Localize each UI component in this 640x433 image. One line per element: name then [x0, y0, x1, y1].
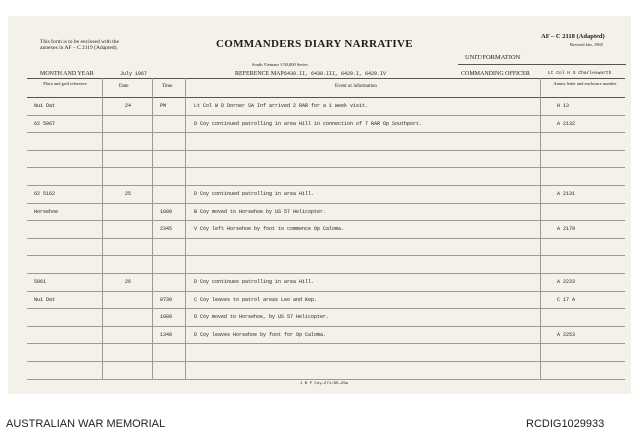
row-date: 24: [125, 103, 132, 109]
row-divider: [27, 185, 625, 186]
row-place: Nui Dat: [34, 103, 56, 109]
row-event: B Coy moved to Horsehoe by US 57 Helicopter.: [194, 208, 327, 215]
row-event: D Coy continues patrolling in area Hill.: [194, 279, 315, 285]
row-divider: [27, 220, 625, 221]
row-divider: [27, 326, 625, 327]
form-code: AF – C 2118 (Adapted): [541, 33, 605, 40]
unit-underline: [458, 64, 626, 65]
row-divider: [27, 203, 625, 204]
row-divider: [27, 291, 625, 292]
row-divider: [27, 343, 625, 344]
printer-line: 1 B P Coy—271/65—25m: [300, 382, 349, 386]
row-event: D Coy leaves Horsehoe by foot for Op Caloma.: [194, 331, 327, 338]
table-top-border: [27, 78, 625, 79]
map-series: South Vietnam 1:50,000 Series: [252, 62, 308, 67]
row-place: 62 5067: [34, 120, 56, 127]
row-place: 62 5162: [34, 191, 56, 197]
reference-map-label: REFERENCE MAP: [235, 71, 284, 77]
col-header-place: Place and grid reference: [43, 81, 87, 86]
col-sep-events: [540, 78, 541, 379]
row-divider: [27, 255, 625, 256]
enclosure-note-line1: This form is to be enclosed with the: [40, 39, 119, 45]
footer-left: AUSTRALIAN WAR MEMORIAL: [6, 418, 166, 430]
form-revised: Revised Jan, 1965: [570, 42, 603, 47]
diary-form-page: [8, 16, 631, 394]
row-divider: [27, 167, 625, 168]
reference-map-value: 6430.II, 6430.III, 6429.I, 6429.IV: [284, 71, 387, 77]
col-header-events: Event or information: [335, 84, 377, 89]
row-annex: A 2253: [557, 331, 576, 338]
col-sep-place: [102, 78, 103, 379]
row-divider: [27, 273, 625, 274]
row-divider: [27, 308, 625, 309]
row-place: 5061: [34, 279, 47, 285]
commanding-officer-label: COMMANDING OFFICER: [461, 71, 530, 77]
row-annex: C 17 A: [557, 296, 576, 303]
col-header-annex: Annex letter and enclosure number: [553, 81, 617, 86]
row-annex: A 2179: [557, 226, 576, 233]
unit-label: UNIT/FORMATION: [465, 54, 521, 61]
row-divider: [27, 115, 625, 116]
row-annex: A 2233: [557, 279, 576, 285]
row-event: Lt Col W D Dorner SA Inf arrived 2 RAR for a 1 week visit.: [194, 103, 369, 109]
row-divider: [27, 379, 625, 380]
row-time: 2345: [160, 226, 173, 233]
header-bottom-border: [27, 97, 625, 98]
row-date: 25: [125, 191, 132, 197]
row-divider: [27, 132, 625, 133]
row-divider: [27, 361, 625, 362]
row-divider: [27, 150, 625, 151]
page-title: COMMANDERS DIARY NARRATIVE: [216, 38, 413, 50]
row-event: C Coy leaves to patrol areas Leo and Kep.: [194, 296, 318, 303]
month-year-label: MONTH AND YEAR: [40, 71, 94, 77]
month-year-value: July 1967: [120, 71, 148, 77]
enclosure-note-line2: annexes in AF – C 2119 (Adapted).: [40, 45, 118, 51]
row-annex: A 2131: [557, 191, 576, 197]
archive-footer: [0, 400, 640, 433]
row-event: D Coy continued patrolling in area Hill in connection of 7 RAR Op Southport.: [194, 120, 423, 127]
col-header-date: Date: [119, 84, 129, 89]
row-event: V Coy left Horsehoe by foot to commence Op Caloma.: [194, 226, 345, 233]
col-sep-time: [185, 78, 186, 379]
col-header-time: Time: [162, 84, 173, 89]
row-event: D Coy continued patrolling in area Hill.: [194, 191, 315, 197]
row-time: 1000: [160, 314, 173, 321]
commanding-officer-value: Lt Col H S Charlesworth: [548, 71, 612, 76]
footer-right: RCDIG1029933: [526, 418, 605, 430]
row-time: 1348: [160, 331, 173, 338]
row-divider: [27, 238, 625, 239]
row-annex: H 13: [557, 103, 570, 109]
row-time: 1000: [160, 208, 173, 215]
row-place: Horsehoe: [34, 208, 59, 215]
row-place: Nui Dat: [34, 296, 56, 303]
col-sep-date: [152, 78, 153, 379]
row-event: D Coy moved to Horsehoe, by US 57 Helicopter.: [194, 314, 330, 321]
row-date: 26: [125, 279, 132, 285]
row-time: 0730: [160, 296, 173, 303]
row-time: PM: [160, 103, 167, 109]
row-annex: A 2132: [557, 120, 576, 127]
